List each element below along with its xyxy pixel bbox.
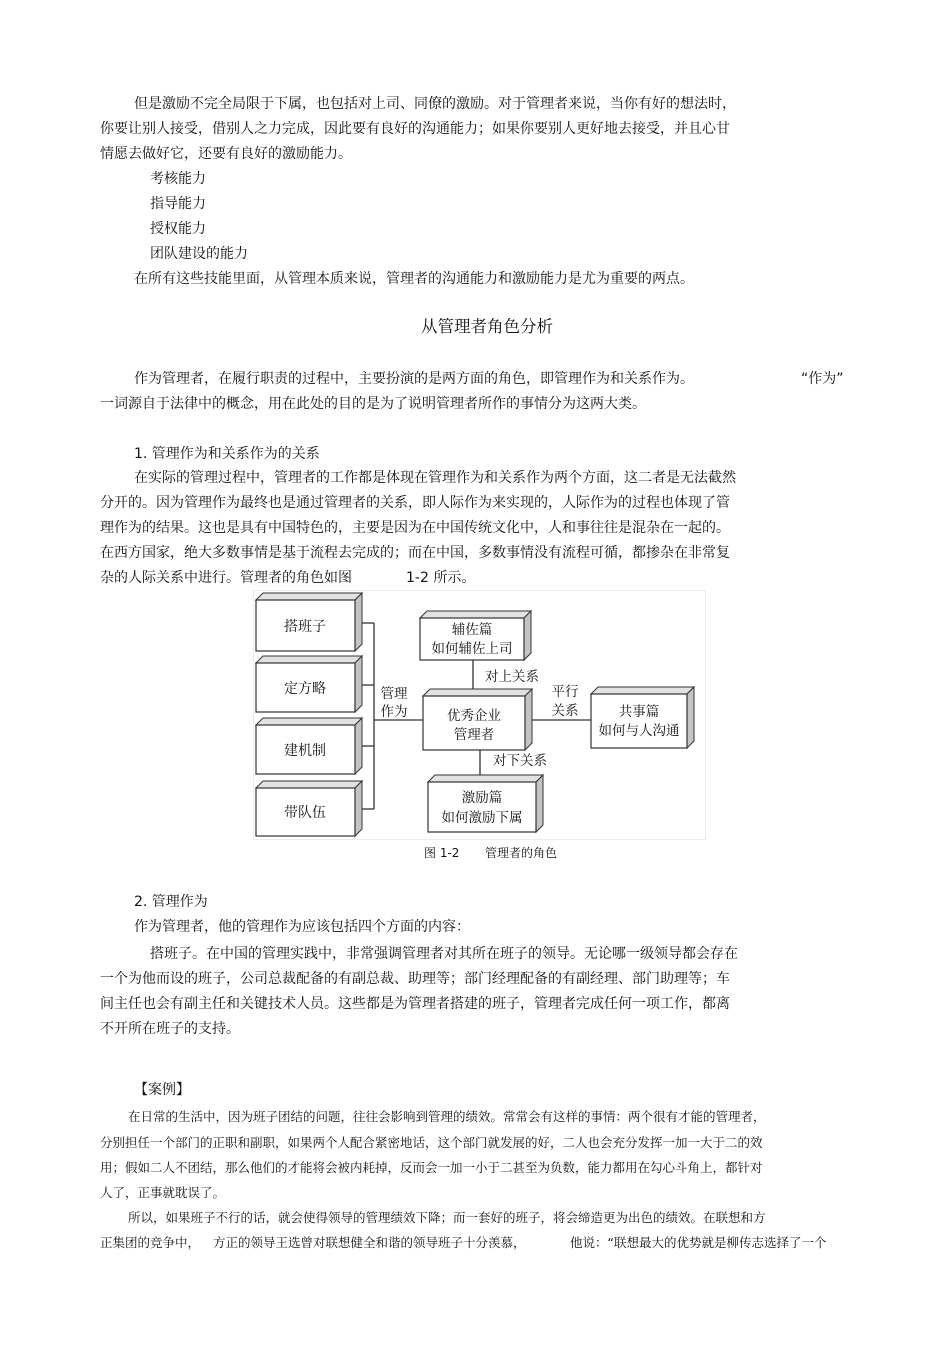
- case-line: 正集团的竞争中，: [100, 1235, 201, 1250]
- box-jianjizhi-label: 建机制: [284, 743, 326, 759]
- box-dabanzi: [256, 593, 362, 651]
- skill-item: 授权能力: [150, 221, 206, 237]
- paragraph-line: 分开的。因为管理作为最终也是通过管理者的关系，即人际作为来实现的，人际作为的过程也体现了管: [100, 495, 730, 511]
- paragraph-line: 你要让别人接受，借别人之力完成，因此要有良好的沟通能力；如果你要别人更好地去接受，并且心甘: [100, 121, 730, 137]
- subsection-title: 2. 管理作为: [134, 894, 208, 910]
- box-daiduiwu-label: 带队伍: [284, 805, 326, 821]
- case-line: 人了，正事就耽误了。: [100, 1185, 226, 1200]
- box-jianjizhi: [256, 718, 362, 774]
- box-center-line2: 管理者: [453, 727, 495, 743]
- box-daiduiwu: [256, 781, 362, 836]
- skill-item: 考核能力: [150, 171, 206, 187]
- paragraph-line: 作为管理者，在履行职责的过程中，主要扮演的是两方面的角色，即管理作为和关系作为。: [134, 371, 694, 387]
- paragraph-line: 作为管理者，他的管理作为应该包括四个方面的内容：: [134, 919, 470, 935]
- mgmt-label-line2: 作为: [380, 704, 408, 720]
- paragraph-line: 搭班子。在中国的管理实践中，非常强调管理者对其所在班子的领导。无论哪一级领导都会存在: [150, 946, 738, 962]
- section-heading: 从管理者角色分析: [421, 317, 553, 336]
- box-gongshi: [591, 687, 694, 748]
- paragraph-line: 一个为他而设的班子，公司总裁配备的有副总裁、助理等；部门经理配备的有副经理、部门助理等；车: [100, 971, 730, 987]
- box-fuzuo-subtitle: 如何辅佐上司: [431, 641, 513, 657]
- paragraph-line: 理作为的结果。这也是具有中国特色的，主要是因为在中国传统文化中，人和事往往是混杂在一起的。: [100, 520, 730, 536]
- box-jili-subtitle: 如何激励下属: [441, 810, 523, 826]
- case-line: 在日常的生活中，因为班子团结的问题，往往会影响到管理的绩效。常常会有这样的事情：两个很有才能的管理者，: [128, 1109, 766, 1124]
- paragraph-line: 一词源自于法律中的概念，用在此处的目的是为了说明管理者所作的事情分为这两大类。: [100, 396, 646, 412]
- manager-role-diagram: [253, 590, 706, 840]
- figure-reference: 1-2 所示。: [406, 570, 476, 586]
- box-dabanzi-label: 搭班子: [284, 619, 326, 635]
- skill-item: 指导能力: [150, 196, 206, 212]
- paragraph-line: 杂的人际关系中进行。管理者的角色如图: [100, 570, 352, 586]
- box-center: [423, 689, 532, 750]
- box-jili: [428, 775, 543, 832]
- quoted-term: “作为”: [801, 371, 844, 387]
- box-dingfanglue-label: 定方略: [284, 681, 326, 697]
- paragraph-line: 在所有这些技能里面，从管理本质来说，管理者的沟通能力和激励能力是尤为重要的两点。: [134, 271, 694, 287]
- case-label: 【案例】: [134, 1082, 190, 1098]
- box-dingfanglue: [256, 656, 362, 712]
- figure-number: 图 1-2: [424, 846, 460, 860]
- paragraph-line: 情愿去做好它，还要有良好的激励能力。: [100, 146, 352, 162]
- skill-item: 团队建设的能力: [150, 246, 248, 262]
- box-jili-title: 激励篇: [461, 790, 503, 806]
- box-fuzuo-title: 辅佐篇: [451, 622, 493, 638]
- up-relation-label: 对上关系: [485, 669, 539, 685]
- mgmt-label-line1: 管理: [380, 686, 408, 702]
- paragraph-line: 在西方国家，绝大多数事情是基于流程去完成的；而在中国，多数事情没有流程可循，都掺杂在非常复: [100, 545, 730, 561]
- case-line: 分别担任一个部门的正职和副职，如果两个人配合紧密地话，这个部门就发展的好，二人也会充分发挥一加一大于二的效: [100, 1135, 763, 1150]
- parallel-label-line2: 关系: [551, 703, 579, 719]
- paragraph-line: 在实际的管理过程中，管理者的工作都是体现在管理作为和关系作为两个方面，这二者是无法截然: [134, 470, 736, 486]
- down-relation-label: 对下关系: [493, 753, 547, 769]
- case-line: 他说：“联想最大的优势就是柳传志选择了一个: [570, 1235, 827, 1250]
- figure-caption: 管理者的角色: [485, 846, 558, 860]
- box-fuzuo: [420, 611, 531, 660]
- box-gongshi-subtitle: 如何与人沟通: [598, 723, 680, 739]
- parallel-label-line1: 平行: [551, 684, 579, 700]
- case-line: 方正的领导王选曾对联想健全和谐的领导班子十分羡慕，: [213, 1235, 526, 1250]
- subsection-title: 1. 管理作为和关系作为的关系: [134, 446, 320, 462]
- box-gongshi-title: 共事篇: [618, 704, 660, 720]
- case-line: 用；假如二人不团结，那么他们的才能将会被内耗掉，反而会一加一小于二甚至为负数，能力都用在勾心斗角上，都针对: [100, 1160, 763, 1175]
- paragraph-line: 间主任也会有副主任和关键技术人员。这些都是为管理者搭建的班子，管理者完成任何一项工作，都离: [100, 996, 730, 1012]
- case-line: 所以，如果班子不行的话，就会使得领导的管理绩效下降；而一套好的班子，将会缔造更为出色的绩效。在联想和方: [128, 1210, 766, 1225]
- paragraph-line: 但是激励不完全局限于下属，也包括对上司、同僚的激励。对于管理者来说，当你有好的想法时，: [134, 96, 736, 112]
- box-center-line1: 优秀企业: [447, 708, 501, 724]
- paragraph-line: 不开所在班子的支持。: [100, 1021, 240, 1037]
